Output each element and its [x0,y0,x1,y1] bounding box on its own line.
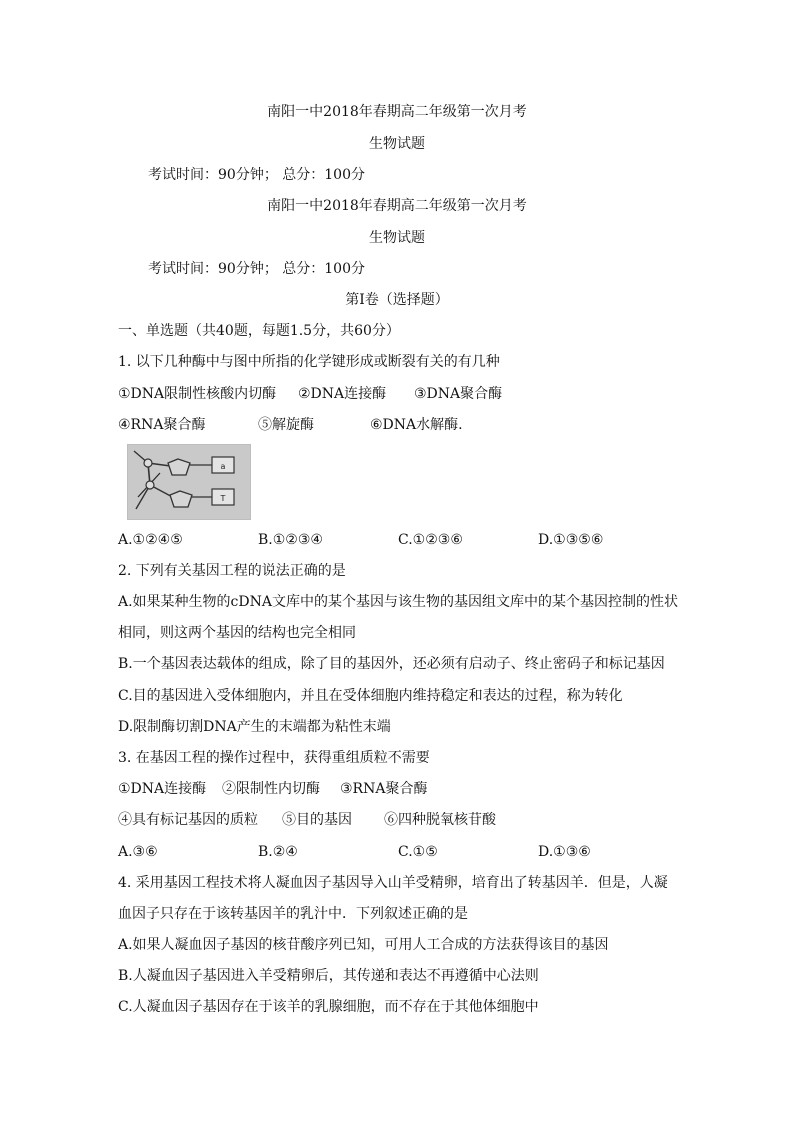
q4-option-a: A.如果人凝血因子基因的核苷酸序列已知，可用人工合成的方法获得该目的基因 [118,937,609,953]
q3-item-5: ⑤目的基因 [282,812,352,828]
q1-option-c: C.①②③⑥ [398,532,463,548]
q3-option-d: D.①③⑥ [538,844,591,860]
q4-stem-cont: 血因子只存在于该转基因羊的乳汁中．下列叙述正确的是 [118,906,468,922]
q3-option-a: A.③⑥ [118,844,158,860]
q3-item-2: ②限制性内切酶 [222,781,320,797]
q3-item-4: ④具有标记基因的质粒 [118,812,258,828]
q2-option-d: D.限制酶切割DNA产生的末端都为粘性末端 [118,719,391,735]
section-title: 一、单选题（共40题，每题1.5分，共60分） [118,323,400,339]
base-label-t: T [220,494,226,503]
q1-stem: 1. 以下几种酶中与图中所指的化学键形成或断裂有关的有几种 [118,354,500,370]
q1-item-6: ⑥DNA水解酶. [370,417,463,433]
q2-option-c: C.目的基因进入受体细胞内，并且在受体细胞内维持稳定和表达的过程，称为转化 [118,688,623,704]
q1-item-2: ②DNA连接酶 [298,386,387,402]
base-label-a: a [220,462,226,471]
q4-option-b: B.人凝血因子基因进入羊受精卵后，其传递和表达不再遵循中心法则 [118,968,539,984]
q1-item-4: ④RNA聚合酶 [118,417,206,433]
q2-option-b: B.一个基因表达载体的组成，除了目的基因外，还必须有启动子、终止密码子和标记基因 [118,656,665,672]
q1-item-5: ⑤解旋酶 [258,417,314,433]
subject-title: 生物试题 [369,136,425,152]
dna-structure-figure [127,444,251,520]
q1-item-3: ③DNA聚合酶 [414,386,503,402]
q1-option-b: B.①②③④ [258,532,323,548]
q1-item-1: ①DNA限制性核酸内切酶 [118,386,277,402]
q3-item-3: ③RNA聚合酶 [340,781,428,797]
q4-stem: 4. 采用基因工程技术将人凝血因子基因导入山羊受精卵，培育出了转基因羊．但是，人凝 [118,875,668,891]
q3-option-c: C.①⑤ [398,844,438,860]
q1-option-d: D.①③⑤⑥ [538,532,604,548]
q2-option-a-cont: 相同，则这两个基因的结构也完全相同 [118,625,356,641]
exam-info: 考试时间：90分钟； 总分：100分 [148,167,365,183]
q3-item-1: ①DNA连接酶 [118,781,207,797]
q3-option-b: B.②④ [258,844,298,860]
q2-option-a: A.如果某种生物的cDNA文库中的某个基因与该生物的基因组文库中的某个基因控制的性状 [118,594,678,610]
q4-option-c: C.人凝血因子基因存在于该羊的乳腺细胞，而不存在于其他体细胞中 [118,999,539,1015]
exam-title-repeat: 南阳一中2018年春期高二年级第一次月考 [267,198,527,214]
q2-stem: 2. 下列有关基因工程的说法正确的是 [118,563,346,579]
exam-title: 南阳一中2018年春期高二年级第一次月考 [267,104,527,120]
q3-stem: 3. 在基因工程的操作过程中，获得重组质粒不需要 [118,750,430,766]
q3-item-6: ⑥四种脱氧核苷酸 [384,812,496,828]
q1-option-a: A.①②④⑤ [118,532,183,548]
subject-title-repeat: 生物试题 [369,230,425,246]
exam-info-repeat: 考试时间：90分钟； 总分：100分 [148,261,365,277]
volume-title: 第Ⅰ卷（选择题） [345,292,449,308]
